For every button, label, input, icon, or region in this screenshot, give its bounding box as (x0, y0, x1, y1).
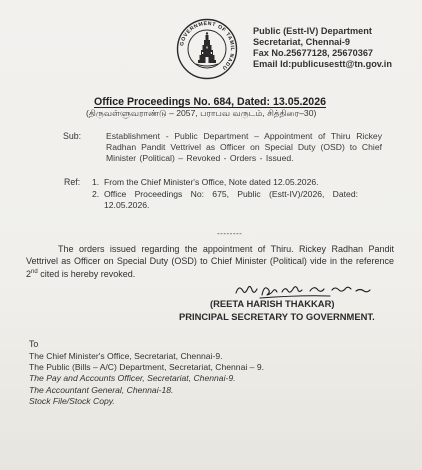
recipient-item: The Chief Minister's Office, Secretariat, Chennai-9. (29, 351, 223, 361)
proceedings-title: Office Proceedings No. 684, Dated: 13.05.2026 (94, 96, 326, 108)
tamil-date: (திருவள்ளுவராண்டு – 2057, பராபவ வருடம், சித்திரை–30) (86, 108, 317, 118)
reference-list (92, 177, 358, 213)
order-paragraph (26, 243, 394, 280)
reference-text: From the Chief Minister's Office, Note dated 12.05.2026. (104, 177, 319, 187)
order-text-end: cited is hereby revoked. (37, 268, 136, 279)
header-fax: Fax No.25677128, 25670367 (253, 48, 374, 58)
signer-name: (REETA HARISH THAKKAR) (210, 298, 335, 309)
recipient-item: Stock File/Stock Copy. (29, 395, 115, 406)
recipient-list (29, 351, 264, 407)
emblem-ring-text: GOVERNMENT OF TAMIL NADU (179, 20, 236, 71)
order-text: The orders issued regarding the appointment of Thiru. Rickey Radhan Pandit Vettrivel as Officer on Special Duty (OSD) to Chief Minister (Political) vide in the reference 2 (26, 244, 394, 279)
header-department: Public (Estt-IV) Department (253, 26, 372, 36)
header-email: Email Id:publicusestt@tn.gov.in (253, 59, 392, 69)
reference-number: 2. (92, 189, 100, 200)
recipient-item: The Pay and Accounts Officer, Secretariat, Chennai-9. (29, 373, 236, 384)
to-label: To (29, 339, 39, 349)
reference-text: Office Proceedings No: 675, Public (Estt-IV)/2026, Dated: 12.05.2026. (104, 189, 358, 211)
reference-label: Ref: (64, 177, 81, 187)
subject-label: Sub: (63, 131, 82, 141)
reference-item (92, 177, 358, 188)
recipient-item: The Accountant General, Chennai-18. (29, 384, 174, 395)
signer-designation: PRINCIPAL SECRETARY TO GOVERNMENT. (179, 311, 375, 322)
recipient-item: The Public (Bills – A/C) Department, Secretariat, Chennai – 9. (29, 362, 265, 373)
header-address: Secretariat, Chennai-9 (253, 37, 351, 47)
ordinal-suffix: nd (31, 268, 38, 275)
reference-item (92, 189, 358, 211)
reference-number: 1. (92, 177, 100, 187)
separator-dashes: -------- (217, 229, 243, 238)
tamil-nadu-emblem-icon (176, 18, 238, 80)
subject-text: Establishment - Public Department – Appointment of Thiru Rickey Radhan Pandit Vettrivel as Officer on Special Duty (OSD) to Chief Minister (Political) – Revoked - Orders - Issued. (106, 131, 382, 164)
